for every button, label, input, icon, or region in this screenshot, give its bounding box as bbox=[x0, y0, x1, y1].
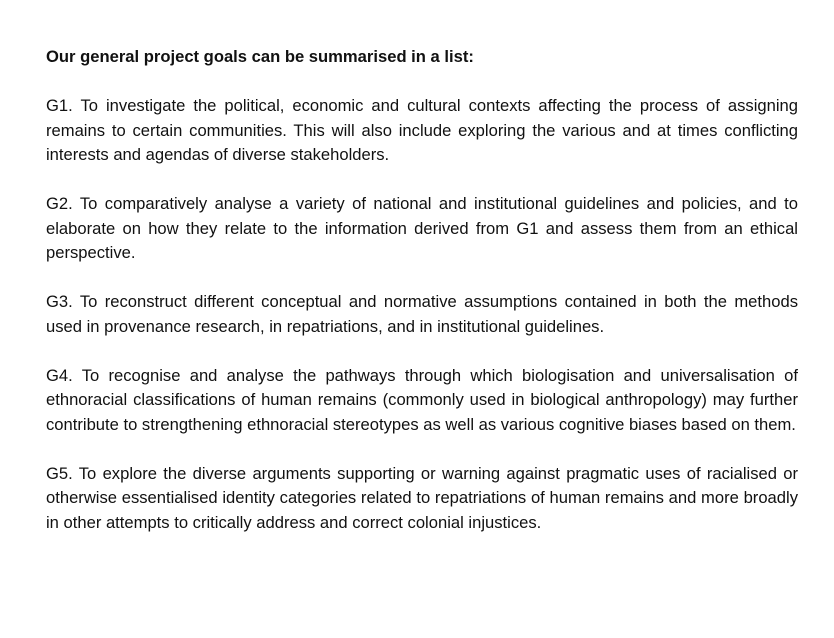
document-body bbox=[46, 45, 798, 535]
goal-g3: G3. To reconstruct different conceptual and normative assumptions contained in both the methods used in provenance research, in repatriations, and in institutional guidelines. bbox=[46, 292, 798, 336]
goal-g4: G4. To recognise and analyse the pathways through which biologisation and universalisation of ethnoracial classifications of human remains (commonly used in biological anthropology) may further contribute to strengthening ethnoracial stereotypes as well as various cognitive biases based on them. bbox=[46, 365, 798, 434]
goal-g5: G5. To explore the diverse arguments supporting or warning against pragmatic uses of racialised or otherwise essentialised identity categories related to repatriations of human remains and more broadly in other attempts to critically address and correct colonial injustices. bbox=[46, 463, 798, 532]
goal-g1: G1. To investigate the political, economic and cultural contexts affecting the process of assigning remains to certain communities. This will also include exploring the various and at times conflicting interests and agendas of diverse stakeholders. bbox=[46, 96, 798, 164]
goal-g2: G2. To comparatively analyse a variety of national and institutional guidelines and policies, and to elaborate on how they relate to the information derived from G1 and assess them from an ethical perspective. bbox=[46, 194, 798, 262]
section-heading: Our general project goals can be summarised in a list: bbox=[46, 47, 474, 66]
